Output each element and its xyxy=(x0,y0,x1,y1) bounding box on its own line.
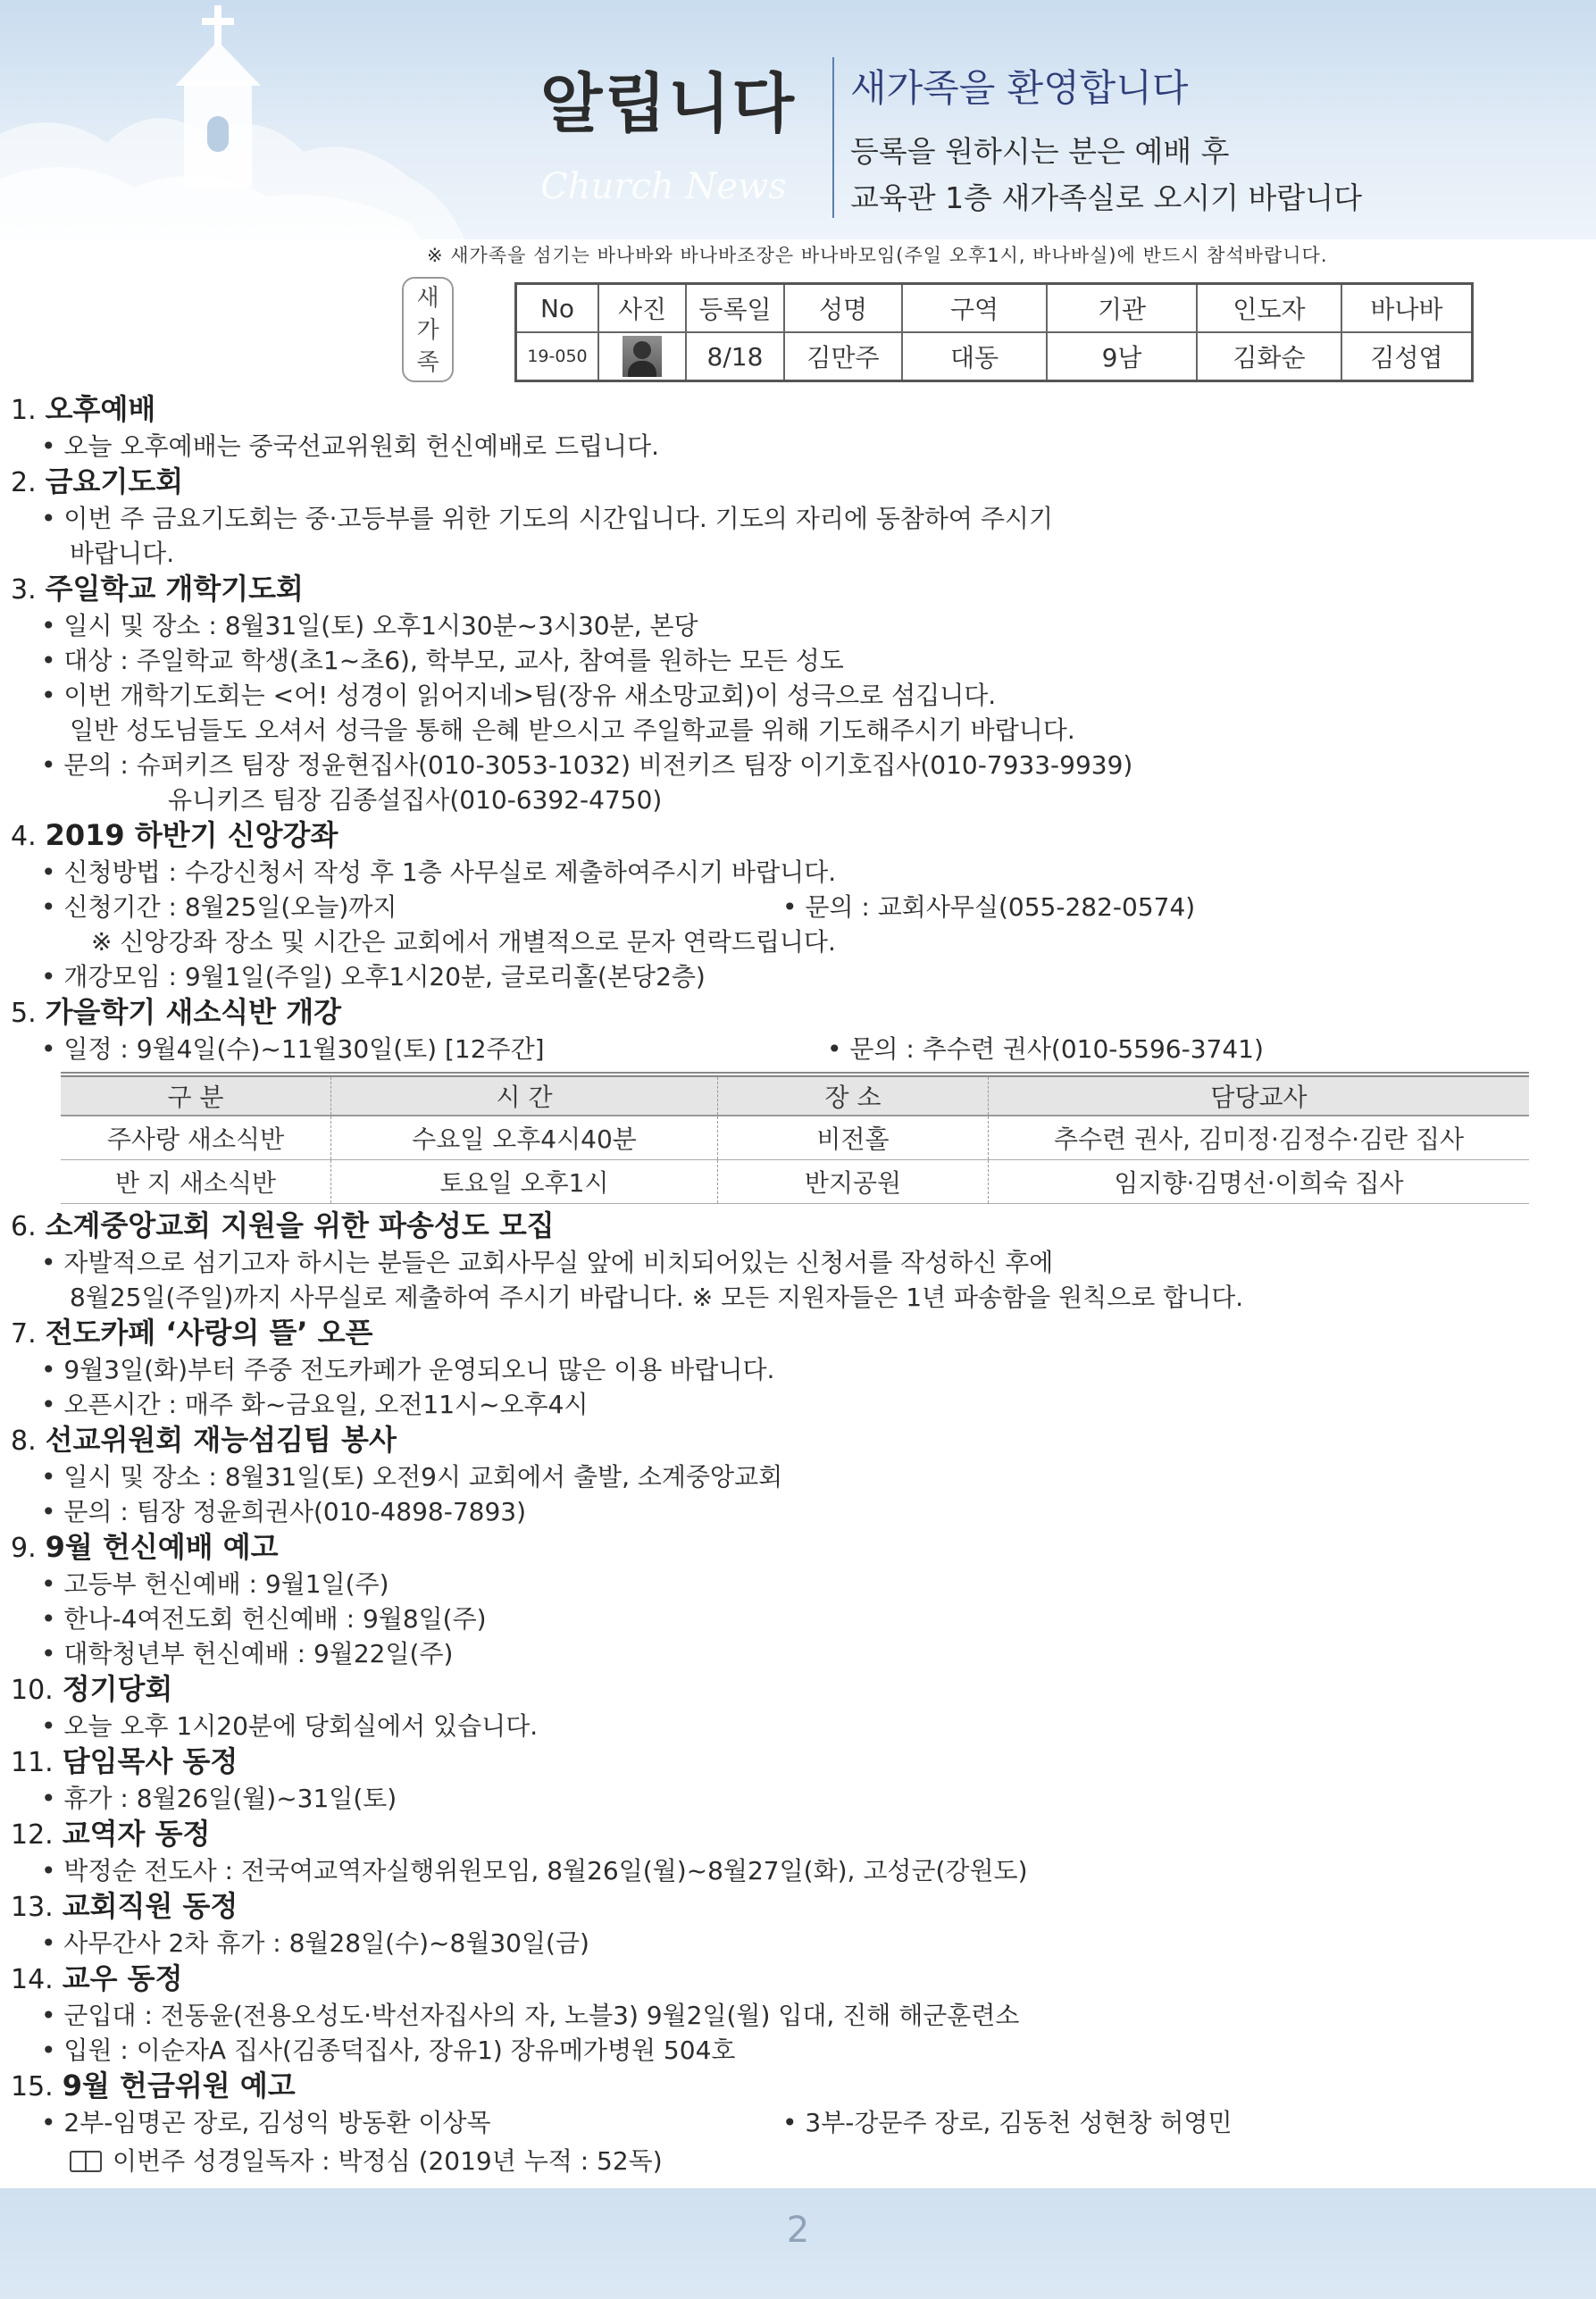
announcement-line: • 문의 : 슈퍼키즈 팀장 정윤현집사(010-3053-1032) 비전키즈 팀장 이기호집사(010-7933-9939) xyxy=(11,748,1574,782)
announcement-line: • 오늘 오후 1시20분에 당회실에서 있습니다. xyxy=(11,1709,1574,1743)
register-line-1: 등록을 원하시는 분은 예배 후 xyxy=(850,134,1230,169)
announcement-line: • 일정 : 9월4일(수)~11월30일(토) [12주간] xyxy=(11,1032,827,1066)
announcement-line: • 자발적으로 섬기고자 하시는 분들은 교회사무실 앞에 비치되어있는 신청서를 작성하신 후에 xyxy=(11,1245,1574,1280)
table-cell: 8/18 xyxy=(686,332,784,381)
table-row xyxy=(61,1160,1529,1204)
bible-reader-note xyxy=(70,2142,663,2178)
announcement-row xyxy=(11,890,1574,924)
table-header-row xyxy=(516,284,1473,333)
announcement-line: • 입원 : 이순자A 집사(김종덕집사, 장유1) 장유메가병원 504호 xyxy=(11,2033,1574,2068)
announcement-row xyxy=(11,1032,1574,1066)
table-cell: 수요일 오후4시40분 xyxy=(331,1116,718,1160)
announcement-line: • 사무간사 2차 휴가 : 8월28일(수)~8월30일(금) xyxy=(11,1926,1574,1960)
bible-reader-text: 이번주 성경일독자 : 박정심 (2019년 누적 : 52독) xyxy=(113,2146,663,2176)
newcomer-label-char: 새 xyxy=(416,285,439,312)
church-illustration xyxy=(0,0,464,239)
announcement-line: • 신청방법 : 수강신청서 작성 후 1층 사무실로 제출하여주시기 바랍니다. xyxy=(11,855,1574,890)
section-title: 15. 9월 헌금위원 예고 xyxy=(11,2069,296,2103)
announcement-line: • 군입대 : 전동윤(전용오성도·박선자집사의 자, 노블3) 9월2일(월) 입대, 진해 해군훈련소 xyxy=(11,1998,1574,2033)
table-cell: 임지향·김명선·이희숙 집사 xyxy=(989,1160,1530,1204)
table-cell: 비전홀 xyxy=(718,1116,989,1160)
section-title: 6. 소계중앙교회 지원을 위한 파송성도 모집 xyxy=(11,1208,555,1242)
newcomer-notice: ※ 새가족을 섬기는 바나바와 바나바조장은 바나바모임(주일 오후1시, 바나바실)에 반드시 참석바랍니다. xyxy=(427,245,1328,266)
class-schedule-table xyxy=(61,1072,1529,1204)
column-header: 인도자 xyxy=(1197,284,1341,333)
announcement-line: • 이번 개학기도회는 <어! 성경이 읽어지네>팀(장유 새소망교회)이 성극으로 섬깁니다. xyxy=(11,678,1574,713)
newcomer-label-char: 가 xyxy=(416,317,439,344)
section-title: 5. 가을학기 새소식반 개강 xyxy=(11,995,342,1029)
announcement-line: • 2부-임명곤 장로, 김성익 방동환 이상목 xyxy=(11,2105,782,2140)
announcement-line: 바랍니다. xyxy=(70,539,175,568)
section-title: 2. 금요기도회 xyxy=(11,464,184,498)
table-cell: 반 지 새소식반 xyxy=(61,1160,331,1204)
table-cell: 19-050 xyxy=(516,332,599,381)
section-title: 3. 주일학교 개학기도회 xyxy=(11,572,304,606)
table-cell: 주사랑 새소식반 xyxy=(61,1116,331,1160)
section-title: 1. 오후예배 xyxy=(11,392,156,426)
column-header: 담당교사 xyxy=(989,1074,1530,1116)
announcements xyxy=(11,391,1574,2140)
page-subtitle: Church News xyxy=(540,166,787,207)
announcement-line: • 문의 : 추수련 권사(010-5596-3741) xyxy=(827,1032,1264,1066)
column-header: No xyxy=(516,284,599,333)
newcomer-label-char: 족 xyxy=(416,349,439,376)
table-cell: 대동 xyxy=(902,332,1047,381)
section-title: 11. 담임목사 동정 xyxy=(11,1744,238,1778)
column-header: 등록일 xyxy=(686,284,784,333)
announcement-line: • 고등부 헌신예배 : 9월1일(주) xyxy=(11,1567,1574,1601)
table-cell: 김만주 xyxy=(784,332,902,381)
section-title: 10. 정기당회 xyxy=(11,1672,173,1706)
section-title: 4. 2019 하반기 신앙강좌 xyxy=(11,818,338,852)
table-cell: 9남 xyxy=(1047,332,1197,381)
column-header: 장 소 xyxy=(718,1074,989,1116)
column-header: 사진 xyxy=(598,284,686,333)
announcement-line: 일반 성도님들도 오셔서 성극을 통해 은혜 받으시고 주일학교를 위해 기도해주시기 바랍니다. xyxy=(70,715,1075,745)
table-cell: 추수련 권사, 김미정·김정수·김란 집사 xyxy=(989,1116,1530,1160)
announcement-line: • 이번 주 금요기도회는 중·고등부를 위한 기도의 시간입니다. 기도의 자리에 동참하여 주시기 xyxy=(11,501,1574,536)
table-row xyxy=(61,1116,1529,1160)
section-title: 8. 선교위원회 재능섬김팀 봉사 xyxy=(11,1423,397,1457)
column-header: 구역 xyxy=(902,284,1047,333)
announcement-line: 유니키즈 팀장 김종설집사(010-6392-4750) xyxy=(168,785,663,815)
section-title: 12. 교역자 동정 xyxy=(11,1817,211,1851)
table-cell xyxy=(598,332,686,381)
photo-image xyxy=(623,336,662,377)
column-header: 바나바 xyxy=(1341,284,1473,333)
announcement-line: • 문의 : 교회사무실(055-282-0574) xyxy=(782,890,1195,924)
register-line-2: 교육관 1층 새가족실로 오시기 바랍니다 xyxy=(850,180,1363,215)
page-title: 알립니다 xyxy=(539,65,797,141)
newcomer-table xyxy=(514,282,1474,382)
announcement-line: • 9월3일(화)부터 주중 전도카페가 운영되오니 많은 이용 바랍니다. xyxy=(11,1352,1574,1387)
welcome-heading: 새가족을 환영합니다 xyxy=(850,66,1189,110)
announcement-line: • 대상 : 주일학교 학생(초1~초6), 학부모, 교사, 참여를 원하는 모든 성도 xyxy=(11,643,1574,678)
announcement-line: • 오픈시간 : 매주 화~금요일, 오전11시~오후4시 xyxy=(11,1387,1574,1422)
book-icon xyxy=(70,2151,102,2172)
announcement-line: ※ 신앙강좌 장소 및 시간은 교회에서 개별적으로 문자 연락드립니다. xyxy=(91,927,836,957)
announcement-line: • 문의 : 팀장 정윤희권사(010-4898-7893) xyxy=(11,1494,1574,1529)
header-divider xyxy=(832,57,834,218)
announcement-line: • 오늘 오후예배는 중국선교위원회 헌신예배로 드립니다. xyxy=(11,429,1574,464)
table-cell: 김성엽 xyxy=(1341,332,1473,381)
section-title: 14. 교우 동정 xyxy=(11,1961,183,1995)
announcement-line: • 개강모임 : 9월1일(주일) 오후1시20분, 글로리홀(본당2층) xyxy=(11,959,1574,994)
column-header: 구 분 xyxy=(61,1074,331,1116)
announcement-line: 8월25일(주일)까지 사무실로 제출하여 주시기 바랍니다. ※ 모든 지원자들은 1년 파송함을 원칙으로 합니다. xyxy=(70,1283,1244,1312)
announcement-line: • 일시 및 장소 : 8월31일(토) 오후1시30분~3시30분, 본당 xyxy=(11,608,1574,643)
table-row xyxy=(516,332,1473,381)
column-header: 기관 xyxy=(1047,284,1197,333)
announcement-line: • 대학청년부 헌신예배 : 9월22일(주) xyxy=(11,1636,1574,1671)
announcement-line: • 휴가 : 8월26일(월)~31일(토) xyxy=(11,1781,1574,1816)
announcement-row xyxy=(11,2105,1574,2140)
announcement-line: • 3부-강문주 장로, 김동천 성현창 허영민 xyxy=(782,2105,1233,2140)
newcomer-label xyxy=(402,277,454,382)
table-header-row xyxy=(61,1074,1529,1116)
announcement-line: • 박정순 전도사 : 전국여교역자실행위원모임, 8월26일(월)~8월27일(화), 고성군(강원도) xyxy=(11,1853,1574,1888)
section-title: 9. 9월 헌신예배 예고 xyxy=(11,1530,279,1564)
column-header: 시 간 xyxy=(331,1074,718,1116)
announcement-line: • 일시 및 장소 : 8월31일(토) 오전9시 교회에서 출발, 소계중앙교회 xyxy=(11,1459,1574,1494)
register-info xyxy=(850,129,1362,222)
section-title: 7. 전도카페 ‘사랑의 뜰’ 오픈 xyxy=(11,1316,373,1350)
announcement-line: • 한나-4여전도회 헌신예배 : 9월8일(주) xyxy=(11,1601,1574,1636)
announcement-line: • 신청기간 : 8월25일(오늘)까지 xyxy=(11,890,782,924)
section-title: 13. 교회직원 동정 xyxy=(11,1889,238,1923)
column-header: 성명 xyxy=(784,284,902,333)
table-cell: 반지공원 xyxy=(718,1160,989,1204)
table-cell: 토요일 오후1시 xyxy=(331,1160,718,1204)
table-cell: 김화순 xyxy=(1197,332,1341,381)
page-number: 2 xyxy=(786,2210,810,2251)
